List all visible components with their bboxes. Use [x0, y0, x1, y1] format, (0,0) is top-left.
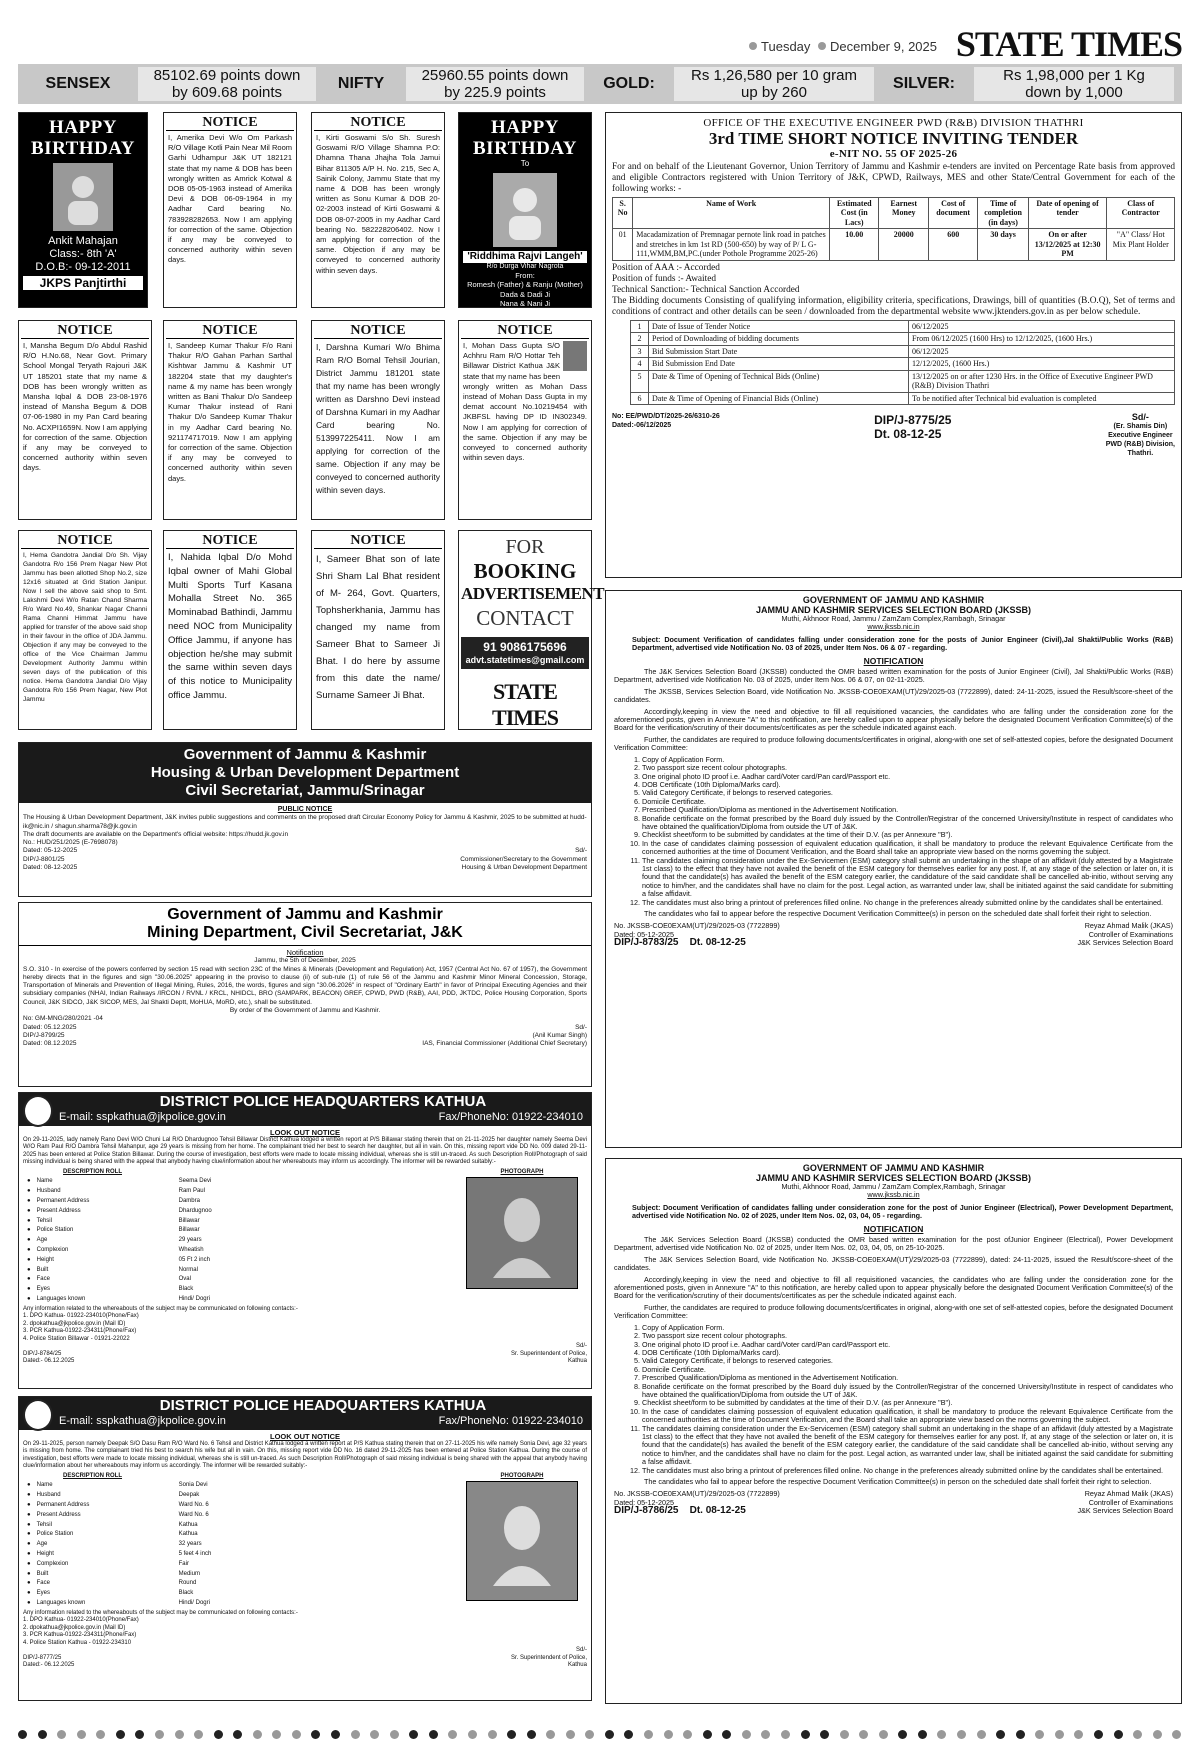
table-cell: 10.00 [830, 229, 879, 261]
dot-icon [214, 1730, 223, 1739]
description-row [25, 1482, 213, 1490]
field-value: Normal [178, 1266, 198, 1273]
table-cell: Date & Time of Opening of Technical Bids (Online) [649, 370, 909, 392]
bullet-icon: ● [27, 1256, 31, 1263]
table-cell: 12/12/2025, (1600 Hrs.) [909, 358, 1175, 371]
notice-hema-gandotra: NOTICE I, Hema Gandotra Jandial D/o Sh. Vijay Gandotra R/o 156 Prem Nagar New Plot Jammu has been allotted Shop No.2, size 12x16 situated at Grid Station Janipur. Now I sell the above said shop to Smt. Lakshmi Devi W/o Ratan Chand Sharma R/o Ward No.49, Shankar Nagar Channi Rama Channi Himmat Jammu have applied for transfer of the above said shop in their favour in the office of JDA Jammu. Objection if any may be conveyed to the office of the Vice Chairman Jammu Development Authority Jammu within seven days of the publication of this notice. Hema Gandotra Jandial D/o Vijay Gandotra R/o 156 Prem Nagar, New Plot Jammu [18, 530, 152, 730]
dot-icon [605, 1730, 614, 1739]
bullet-icon: ● [27, 1178, 31, 1185]
bullet-icon: ● [27, 1198, 31, 1204]
dot-icon [644, 1730, 653, 1739]
dot-icon [175, 1730, 184, 1739]
description-row [25, 1600, 213, 1608]
description-row [25, 1561, 213, 1569]
table-cell: 5 [631, 370, 649, 392]
bullet-icon: ● [27, 1237, 31, 1244]
list-item: 2. Two passport size recent colour photographs. [642, 1332, 1173, 1340]
dot-icon [703, 1730, 712, 1739]
field-label: Face [36, 1276, 50, 1283]
field-value: 05 Ft 2 inch [178, 1256, 210, 1263]
dot-icon [1114, 1730, 1123, 1739]
bullet-icon: ● [27, 1276, 31, 1283]
description-row [25, 1512, 213, 1520]
table-cell: From 06/12/2025 (1600 Hrs) to 12/12/2025, (1600 Hrs.) [909, 333, 1175, 346]
list-item: 9. Checklist sheet/form to be submitted by candidates at the time of their D.V. (as per Annexure "B"). [642, 1399, 1173, 1407]
field-value: Black [178, 1286, 194, 1293]
list-item: 8. Bonafide certificate on the format prescribed by the Board duly issued by the Controller/Registrar of the concerned University/Institute in respect of candidates who have obtained the qualification/Diploma from outside the UT of J&K. [642, 815, 1173, 832]
field-value: Oval [178, 1276, 191, 1283]
child-photo [53, 163, 113, 231]
field-label: Present Address [36, 1207, 81, 1214]
market-strip [18, 64, 1182, 104]
field-label: Age [36, 1541, 48, 1548]
nifty-value: 25960.55 points down by 225.9 points [406, 67, 584, 101]
table-cell: To be notified after Technical bid evaluation is completed [909, 392, 1175, 405]
description-row [25, 1296, 214, 1304]
dot-icon [1074, 1730, 1083, 1739]
field-label: Permanent Address [36, 1198, 90, 1204]
pwd-tender-notice: OFFICE OF THE EXECUTIVE ENGINEER PWD (R&B) DIVISION THATHRI 3rd TIME SHORT NOTICE INVITING TENDER e-NIT NO. 55 OF 2025-26 For and on behalf of the Lieutenant Governor, Union Territory of Jammu and Kashmir e-tenders are invited on Percentage Rate basis from approved and eligible Contractors registered with Union Territory of J&K, CPWD, Railways, MES and other State/Central Government for each of the following works: - S. No Name of Work Estimated Cost (in Lacs) Earnest Money Cost of document Time of completion (in days) Date of opening of tender Class of Contractor 01 Macadamization of Premnagar pernote link road in patches and stretches in km 1st RD (500-650) by way of P/ L G-111,WMM,BM,PC.(under Pothole Programme 2025-26) 10.00 20000 600 30 days On or after 13/12/2025 at 12:30 PM "A" Class/ Hot Mix Plant Holder Position of AAA :- Accorded Position of funds :- Awaited Technical Sanction:- Technical Sanction Accorded The Bidding documents Consisting of qualifying information, eligibility criteria, specifications, Drawings, bill of quantities (B.O.Q), Set of terms and conditions of contract and other details can be seen / downloaded from the departmental website www.jktenders.gov.in as per below schedule. 1 Date of Issue of Tender Notice 06/12/2025 2 Period of Downloading of bidding documents From 06/12/2025 (1600 Hrs) to 12/12/2025, (1600 Hrs.) 3 Bid Submission Start Date 06/12/2025 4 Bid Submission End Date 12/12/2025, (1600 Hrs.) 5 Date & Time of Opening of Technical Bids (Online) 13/12/2025 on or after 1230 Hrs. in the Office of Executive Engineer PWD (R&B) Division Thathri 6 Date & Time of Opening of Financial Bids (Online) To be notified after Technical bid evaluation is completed No: EE/PWD/DT/2025-26/6310-26 Dated:-06/12/2025 DIP/J-8775/25 Dt. 08-12-25 Sd/- (Er. Shamis Din) Executive Engineer PWD (R&B) Division, Thathri. [605, 112, 1182, 578]
issue-date: Tuesday December 9, 2025 [749, 39, 937, 55]
table-cell: 01 [613, 229, 633, 261]
bullet-icon: ● [27, 1521, 31, 1528]
description-row [25, 1257, 214, 1265]
list-item: 6. Domicile Certificate. [642, 798, 1173, 806]
field-value: Fair [178, 1560, 189, 1567]
field-value: Dambra [178, 1198, 200, 1204]
table-cell: 13/12/2025 on or after 1230 Hrs. in the Office of Executive Engineer PWD (R&B) Division Thathri [909, 370, 1175, 392]
list-item: 10. In the case of candidates claiming possession of equivalent education qualification, it shall be mandatory to produce the relevant Equivalence Certificate from the concerned authorities at the time of Document Verification, and the Board shall take an appropriate view based on the norms governing the subject. [642, 840, 1173, 857]
bullet-icon: ● [27, 1599, 31, 1606]
bullet-icon: ● [27, 1266, 31, 1273]
page-footer-dots [18, 1728, 1182, 1740]
notice-mansha-begum: NOTICE I, Mansha Begum D/o Abdul Rashid R/O H.No.68, Near Govt. Primary School Mongal Teryath Rajouri J&K UT 185201 state that my name & DOB has been wrongly written as Mansha Iqbal & DOB 23-08-1976 instead of Mansha Begum & DOB 07-06-1980 in my Pan Card bearing No. ACXPI1659N. Now I am applying for correction of the same. Objection if any may be conveyed to concerned authority within seven days. [18, 320, 152, 520]
dot-icon [957, 1730, 966, 1739]
police-lookout-notice-seema-devi: DISTRICT POLICE HEADQUARTERS KATHUA E-mail: sspkathua@jkpolice.gov.in Fax/PhoneNo: 01922-234010 LOOK OUT NOTICE On 29-11-2025, lady namely Rano Devi W/O Chuni Lal R/O Dhardugnoo Tehsil Billawar District Kathua lodged a written report at P/S Billawar stating therein that on 21-11-2025 her daughter namely Seema Devi W/O Ram Paul R/O Dambra Tehsil Mahanpur, age 29 years is missing from her home. The complainant tried her best to search her daughter, but all in vain. On this, missing report vide DD No. 009 dated 29-11-2025 has been entered at Police Station Billawar. During the course of investigation, best efforts were made to locate missing individual, whereas she is still un-traced. As such Description Roll/Photograph of said missing individual is being shared with the appeal that anybody having clue/information about her whereabouts may inform us accordingly. The informer will be rewarded suitably:- DESCRIPTION ROLL ● Name Seema Devi ● Husband Ram Paul ● Permanent Address Dambra ● Present Address Dhardugnoo ● Tehsil Billawar ● Police Station Billawar ● Age 29 years ● Complexion Wheatish ● Height 05 Ft 2 inch ● Built Normal ● Face Oval ● Eyes Black ● Languages known Hindi/ Dogri PHOTOGRAPH Any information related to the whereabouts of the subject may be communicated on following contacts:- 1. DPO Kathua- 01922-234010(Phone/Fax) 2. dpokathua@jkpolice.gov.in (Mail ID) 3. PCR Kathua-01922-234311(Phone/Fax) 4. Police Station Billawar - 01921-22022 Sd/- DIP/J-8784/25 Sr. Superintendent of Police, Dated:- 06.12.2025 Kathua [18, 1092, 592, 1389]
table-header: Name of Work [633, 197, 830, 229]
bullet-icon [749, 42, 757, 50]
field-value: Billawar [178, 1227, 200, 1234]
table-cell: 1 [631, 320, 649, 333]
table-cell: 2 [631, 333, 649, 346]
description-row [25, 1208, 214, 1216]
list-item: 12. The candidates must also bring a printout of preferences filled online. No change in the preferences already submitted online by the candidates shall be entertained. [642, 899, 1173, 907]
dot-icon [448, 1730, 457, 1739]
dot-icon [96, 1730, 105, 1739]
field-label: Name [36, 1482, 53, 1489]
description-row [25, 1188, 214, 1196]
notice-amerika-devi: NOTICE I, Amerika Devi W/o Om Parkash R/O Village Kotli Pain Near Mil Room Garhi Udhampur J&K UT 182121 state that my name & DOB has been wrongly written as Amrick Kotwal & DOB 05-05-1963 instead of Amerika Devi & DOB 06-09-1964 in my Aadhar Card bearing No. 783928282653. Now I am applying for correction of the same. Objection if any may be conveyed to concerned authority within seven days. [163, 112, 297, 308]
bullet-icon: ● [27, 1531, 31, 1538]
dot-icon [507, 1730, 516, 1739]
jkssb-notification-je-electrical: GOVERNMENT OF JAMMU AND KASHMIR JAMMU AND KASHMIR SERVICES SELECTION BOARD (JKSSB) Muthi, Akhnoor Road, Jammu / ZamZam Complex,Rambagh, Srinagar www.jkssb.nic.in Subject: Document Verification of candidates falling under consideration zone for the post of Junior Engineer (Electrical), Power Development Department, advertised vide Notification No. 02 of 2025, under Item Nos. 02, 03, 04, 05 - regarding. NOTIFICATION The J&K Services Selection Board (JKSSB) conducted the OMR based written examination for the post ofJunior Engineer (Electrical), Power Development Department, advertised vide Notification No. 02 of 2025, under Item Nos. 02, 03, 04, 05, on 25-10-2025. The J&K Services Selection Board, vide Notification No. JKSSB-COE0EXAM(UT)/29/2025-03 (7722899), dated: 24-11-2025, issued the Result/score-sheet of the candidates. Accordingly,keeping in view the need and objective to fill all requisitioned vacancies, the candidates who are falling under the consideration zone for the aforementioned posts, given in Annexure "A" to this notification, are hereby called upon to appear physically before the designated Document Verification Committee(s) of the Board for the verification/scrutiny of their documents/certificates as per the schedule indicated against each. Further, the candidates are required to produce following documents/certificates in original, along-with one set of self-attested copies, before the designated Document Verification Committee: 1. Copy of Application Form. 2. Two passport size recent colour photographs. 3. One original photo ID proof i.e. Aadhar card/Voter card/Pan card/Passport etc. 4. DOB Certificate (10th Diploma/Marks card). 5. Valid Category Certificate, if belongs to reserved categories. 6. Domicile Certificate. 7. Prescribed Qualification/Diploma as mentioned in the Advertisement Notification. 8. Bonafide certificate on the format prescribed by the Board duly issued by the Controller/Registrar of the concerned University/Institute in respect of candidates who have obtained the qualification/Diploma from outside the UT of J&K. 9. Checklist sheet/form to be submitted by candidates at the time of their D.V. (as per Annexure "B"). 10. In the case of candidates claiming possession of equivalent education qualification, it shall be mandatory to produce the relevant Equivalence Certificate from the concerned authorities at the time of Document Verification, and the Board shall take an appropriate view based on the norms governing the subject. 11. The candidates claiming consideration under the Ex-Servicemen (ESM) category shall submit an undertaking in the shape of an affidavit (duly attested by a Magistrate 1st class) to the effect that they have not availed the benefit of the ESM category for themselves earlier for any post. If, at any stage of the selection or later on, it is found that the candidate(s) has availed the benefit of the ESM category earlier, the candidature of the said candidate shall be cancelled ab-initio, without serving any notice to him/her, and the candidates shall have no claim for the post. Legal action, as warranted under law, shall be initiated against the said candidate for submitting a false affidavit. 12. The candidates must also bring a printout of preferences filled online. No change in the preferences already submitted online by the candidates shall be entertained. The candidates who fail to appear before the respective Document Verification Committee(s) in person on the scheduled date shall forfeit their right to selection. No. JKSSB-COE0EXAM(UT)/29/2025-03 (7722899) Reyaz Ahmad Malik (JKAS) Dated: 05-12-2025 Controller of Examinations DIP/J-8786/25 Dt. 08-12-25 J&K Services Selection Board [605, 1158, 1182, 1704]
list-item: 4. DOB Certificate (10th Diploma/Marks card). [642, 781, 1173, 789]
table-cell: 4 [631, 358, 649, 371]
dot-icon [311, 1730, 320, 1739]
field-label: Age [36, 1237, 48, 1244]
bullet-icon: ● [27, 1217, 31, 1224]
bullet-icon: ● [27, 1580, 31, 1587]
description-row [25, 1237, 214, 1245]
schedule-row [631, 345, 1175, 358]
list-item: 5. Valid Category Certificate, if belongs to reserved categories. [642, 789, 1173, 797]
dot-icon [116, 1730, 125, 1739]
dot-icon [253, 1730, 262, 1739]
field-value: Dhardugnoo [178, 1207, 212, 1214]
dot-icon [272, 1730, 281, 1739]
gold-label: GOLD: [603, 75, 655, 93]
dot-icon [840, 1730, 849, 1739]
list-item: 4. DOB Certificate (10th Diploma/Marks card). [642, 1349, 1173, 1357]
dot-icon [135, 1730, 144, 1739]
dot-icon [781, 1730, 790, 1739]
field-label: Complexion [36, 1246, 69, 1253]
table-cell: 6 [631, 392, 649, 405]
description-row [25, 1580, 213, 1588]
bullet-icon: ● [27, 1286, 31, 1293]
description-row [25, 1267, 214, 1275]
dot-icon [996, 1730, 1005, 1739]
list-item: 10. In the case of candidates claiming possession of equivalent education qualification, it shall be mandatory to produce the relevant Equivalence Certificate from the concerned authorities at the time of Document Verification, and the Board shall take an appropriate view based on the norms governing the subject. [642, 1408, 1173, 1425]
field-label: Police Station [36, 1227, 74, 1234]
field-label: Eyes [36, 1286, 50, 1293]
field-value: Sonia Devi [178, 1482, 208, 1489]
list-item: 1. Copy of Application Form. [642, 756, 1173, 764]
description-row [25, 1571, 213, 1579]
description-roll-table [23, 1480, 215, 1609]
dot-icon [1172, 1730, 1181, 1739]
description-row [25, 1178, 214, 1186]
dot-icon [664, 1730, 673, 1739]
description-row [25, 1286, 214, 1294]
bullet-icon: ● [27, 1188, 31, 1195]
table-cell: 06/12/2025 [909, 320, 1175, 333]
silver-value: Rs 1,98,000 per 1 Kg down by 1,000 [974, 67, 1174, 101]
table-row [613, 229, 1175, 261]
table-cell: "A" Class/ Hot Mix Plant Holder [1107, 229, 1175, 261]
dot-icon [879, 1730, 888, 1739]
bullet-icon: ● [27, 1227, 31, 1234]
notice-sandeep-kumar-thakur: NOTICE I, Sandeep Kumar Thakur F/o Rani Thakur R/O Gahan Parhan Sarthal Kishtwar Jammu & Kashmir UT 182204 state that my daughter's name & my name has been wrongly written as Bani Thakur D/o Sandeep Kumar Thakur instead of Rani Thakur D/o Sandeep Kumar Thakur in my Aadhar Card bearing No. 921174717019. Now I am applying for correction of the same. Objection if any may be conveyed to concerned authority within seven days. [163, 320, 297, 520]
table-header: Estimated Cost (in Lacs) [830, 197, 879, 229]
dot-icon [409, 1730, 418, 1739]
dot-icon [937, 1730, 946, 1739]
bullet-icon: ● [27, 1492, 31, 1499]
table-header: Earnest Money [879, 197, 928, 229]
field-value: Black [178, 1590, 194, 1597]
field-value: Round [178, 1580, 197, 1587]
field-value: Billawar [178, 1217, 200, 1224]
dot-icon [1133, 1730, 1142, 1739]
list-item: 11. The candidates claiming consideration under the Ex-Servicemen (ESM) category shall submit an undertaking in the shape of an affidavit (duly attested by a Magistrate 1st class) to the effect that they have not availed the benefit of the ESM category for themselves earlier for any post. If, at any stage of the selection or later on, it is found that the candidate(s) has availed the benefit of the ESM category earlier, the candidature of the said candidate shall be cancelled ab-initio, without serving any notice to him/her, and the candidates shall have no claim for the post. Legal action, as warranted under law, shall be initiated against the said candidate for submitting a false affidavit. [642, 1425, 1173, 1467]
bullet-icon: ● [27, 1590, 31, 1597]
dot-icon [468, 1730, 477, 1739]
field-value: Hindi/ Dogri [178, 1599, 210, 1606]
state-times-logo: STATE TIMES [492, 678, 558, 731]
table-cell: 20000 [879, 229, 928, 261]
field-value: 5 feet 4 inch [178, 1550, 212, 1557]
birthday-ad-riddhima: HAPPY BIRTHDAY To 'Riddhima Rajvi Langeh' R/o Durga Vihar Nagrota From: Romesh (Father) & Ranju (Mother) Dada & Dadi Ji Nana & Nani Ji [458, 112, 592, 308]
dot-icon [977, 1730, 986, 1739]
booking-ad: FOR BOOKING ADVERTISEMENT CONTACT 91 9086175696 advt.statetimes@gmail.com STATE TIMES [458, 530, 592, 730]
field-value: 32 years [178, 1541, 202, 1548]
description-row [25, 1247, 214, 1255]
masthead [18, 6, 1182, 62]
field-value: Hindi/ Dogri [178, 1295, 210, 1302]
dot-icon [1094, 1730, 1103, 1739]
dot-icon [742, 1730, 751, 1739]
table-header: S. No [613, 197, 633, 229]
table-cell: Bid Submission End Date [649, 358, 909, 371]
dot-icon [1055, 1730, 1064, 1739]
dot-icon [683, 1730, 692, 1739]
field-value: Ward No. 6 [178, 1502, 209, 1508]
schedule-row [631, 320, 1175, 333]
notice-sameer-bhat: NOTICE I, Sameer Bhat son of late Shri Sham Lal Bhat resident of M- 264, Govt. Quarters, Tophsherkhania, Jammu has changed my name from Sameer Bhat to Sameer Ji Bhat. I do here by assume from this date the name/ Surname Sameer Ji Bhat. [311, 530, 445, 730]
bullet-icon: ● [27, 1541, 31, 1548]
dot-icon [57, 1730, 66, 1739]
description-row [25, 1492, 213, 1500]
sensex-label: SENSEX [45, 75, 111, 93]
field-label: Eyes [36, 1590, 50, 1597]
schedule-row [631, 358, 1175, 371]
missing-person-photo [466, 1481, 578, 1601]
description-roll-table [23, 1176, 216, 1305]
bullet-icon: ● [27, 1570, 31, 1577]
schedule-row [631, 370, 1175, 392]
description-row [25, 1522, 213, 1530]
booking-phone: 91 9086175696 [483, 640, 567, 654]
description-row [25, 1541, 213, 1549]
dot-icon [761, 1730, 770, 1739]
mining-notification: Government of Jammu and Kashmir Mining Department, Civil Secretariat, J&K Notification Jammu, the 5th of December, 2025 S.O. 310 - In exercise of the powers conferred by section 15 read with section 23C of the Mines & Minerals (Development and Regulation) Act, 1957 (Central Act No. 67 of 1957), the Government hereby directs that in the figures and sign "30.06.2025" appearing in the proviso to clause (ii) of sub-rule (1) of rule 56 of the Jammu and Kashmir Minor Mineral Concession, Storage, Transportation of Minerals and Prevention of Illegal Mining, Rules, 2016, the words, figures and sign "30.06.2026" in respect of "Ordinary Earth" in favor of Principal Executing Agencies and their subsidiary companies (NHAI, Indian Railways /IRCON / RVNL / KRCL, NHIDCL, BRO (SAMPARK, BEACON) GREF, CPWD, PWD (R&B), AAI, PDD, JKTDC, Police Housing Corporation, Sports Council, J&K SIDCO, J&K SICOP, MES, Jal Shakti Deptt, MoHUA, MoRD, etc.), shall be substituted. By order of the Government of Jammu and Kashmir. No: GM-MNG/280/2021 -04 Dated: 05.12.2025 Sd/- DIP/J-8799/25 (Anil Kumar Singh) Dated: 08.12.2025 IAS, Financial Commissioner (Additional Chief Secretary) [18, 902, 592, 1087]
jkssb-notification-je-civil: GOVERNMENT OF JAMMU AND KASHMIR JAMMU AND KASHMIR SERVICES SELECTION BOARD (JKSSB) Muthi, Akhnoor Road, Jammu / ZamZam Complex,Rambagh, Srinagar www.jkssb.nic.in Subject: Document Verification of candidates falling under consideration zone for the posts of Junior Engineer (Civil),Jal Shakti/Public Works (R&B) Department, advertised vide Notification No. 03 of 2025, under Item Nos. 06 & 07 - regarding. NOTIFICATION The J&K Services Selection Board (JKSSB) conducted the OMR based written examination for the posts of Junior Engineer (Civil), Jal Shakti/Public Works (R&B) Department, advertised vide Notification No. 03 of 2025, under Item Nos. 06 & 07, on 02-11-2025. The JKSSB, Services Selection Board, vide Notification No. JKSSB-COE0EXAM(UT)/29/2025-03 (7722899), dated: 24-11-2025, issued the Result/score-sheet of the candidates. Accordingly,keeping in view the need and objective to fill all requisitioned vacancies, the candidates who are falling under the consideration zone for the aforementioned posts, given in Annexure "A" to this notification, are hereby called upon to appear physically before the designated Document Verification Committee(s) of the Board for the verification/scrutiny of their documents/certificates as per the schedule indicated against each. Further, the candidates are required to produce following documents/certificates in original, along-with one set of self-attested copies, before the designated Document Verification Committee: 1. Copy of Application Form. 2. Two passport size recent colour photographs. 3. One original photo ID proof i.e. Aadhar card/Voter card/Pan card/Passport etc. 4. DOB Certificate (10th Diploma/Marks card). 5. Valid Category Certificate, if belongs to reserved categories. 6. Domicile Certificate. 7. Prescribed Qualification/Diploma as mentioned in the Advertisement Notification. 8. Bonafide certificate on the format prescribed by the Board duly issued by the Controller/Registrar of the concerned University/Institute in respect of candidates who have obtained the qualification/Diploma from outside the UT of J&K. 9. Checklist sheet/form to be submitted by candidates at the time of their D.V. (as per Annexure "B"). 10. In the case of candidates claiming possession of equivalent education qualification, it shall be mandatory to produce the relevant Equivalence Certificate from the concerned authorities at the time of Document Verification, and the Board shall take an appropriate view based on the norms governing the subject. 11. The candidates claiming consideration under the Ex-Servicemen (ESM) category shall submit an undertaking in the shape of an affidavit (duly attested by a Magistrate 1st class) to the effect that they have not availed the benefit of the ESM category for themselves earlier for any post. If, at any stage of the selection or later on, it is found that the candidate(s) has availed the benefit of the ESM category earlier, the candidature of the said candidate shall be cancelled ab-initio, without serving any notice to him/her, and the candidates shall have no claim for the post. Legal action, as warranted under law, shall be initiated against the said candidate for submitting a false affidavit. 12. The candidates must also bring a printout of preferences filled online. No change in the preferences already submitted online by the candidates shall be entertained. The candidates who fail to appear before the respective Document Verification Committee(s) in person on the scheduled date shall forfeit their right to selection. No. JKSSB-COE0EXAM(UT)/29/2025-03 (7722899) Reyaz Ahmad Malik (JKAS) Dated: 05-12-2025 Controller of Examinations DIP/J-8783/25 Dt. 08-12-25 J&K Services Selection Board [605, 590, 1182, 1148]
dot-icon [820, 1730, 829, 1739]
field-label: Languages known [36, 1295, 86, 1302]
schedule-row [631, 333, 1175, 346]
dot-icon [38, 1730, 47, 1739]
field-value: Ram Paul [178, 1188, 205, 1195]
list-item: 2. Two passport size recent colour photographs. [642, 764, 1173, 772]
dot-icon [1016, 1730, 1025, 1739]
dot-icon [331, 1730, 340, 1739]
field-label: Complexion [36, 1560, 69, 1567]
housing-public-notice: Government of Jammu & Kashmir Housing & Urban Development Department Civil Secretariat, Jammu/Srinagar PUBLIC NOTICE The Housing & Urban Development Department, J&K invites public suggestions and comments on the proposed draft Circular Economy Policy for Jammu & Kashmir, 2025 to be submitted at hudd-ik@nic.in / shagun.sharma78@jk.gov.in The draft documents are available on the Department's official website: https://hudd.jk.gov.in No.: HUD/251/2025 (E-7698078) Dated: 05-12-2025 Sd/- DIP/J-8801/25 Commissioner/Secretary to the Government Dated: 08-12-2025 Housing & Urban Development Department [18, 742, 592, 897]
list-item: 5. Valid Category Certificate, if belongs to reserved categories. [642, 1357, 1173, 1365]
dot-icon [624, 1730, 633, 1739]
bullet-icon: ● [27, 1502, 31, 1508]
dot-icon [370, 1730, 379, 1739]
description-row [25, 1531, 213, 1539]
field-label: Tehsil [36, 1521, 52, 1528]
field-value: Deepak [178, 1492, 200, 1499]
table-cell: Date of Issue of Tender Notice [649, 320, 909, 333]
dot-icon [194, 1730, 203, 1739]
silver-label: SILVER: [893, 75, 955, 93]
table-header: Cost of document [928, 197, 977, 229]
description-row [25, 1227, 214, 1235]
bullet-icon: ● [27, 1550, 31, 1557]
list-item: 8. Bonafide certificate on the format prescribed by the Board duly issued by the Controller/Registrar of the concerned University/Institute in respect of candidates who have obtained the qualification/Diploma from outside the UT of J&K. [642, 1383, 1173, 1400]
dot-icon [18, 1730, 27, 1739]
tender-works-table [612, 197, 1175, 261]
bullet-icon: ● [27, 1295, 31, 1302]
dot-icon [155, 1730, 164, 1739]
field-value: Medium [178, 1570, 200, 1577]
table-cell: 600 [928, 229, 977, 261]
description-row [25, 1218, 214, 1226]
description-row [25, 1276, 214, 1284]
table-header: Time of completion (in days) [978, 197, 1028, 229]
table-cell: Date & Time of Opening of Financial Bids (Online) [649, 392, 909, 405]
schedule-row [631, 392, 1175, 405]
table-cell: 06/12/2025 [909, 345, 1175, 358]
field-label: Height [36, 1256, 54, 1263]
bullet-icon: ● [27, 1511, 31, 1518]
dot-icon [546, 1730, 555, 1739]
sensex-value: 85102.69 points down by 609.68 points [138, 67, 316, 101]
bullet-icon [818, 42, 826, 50]
field-label: Permanent Address [36, 1502, 90, 1508]
list-item: 9. Checklist sheet/form to be submitted by candidates at the time of their D.V. (as per Annexure "B"). [642, 831, 1173, 839]
nifty-label: NIFTY [337, 75, 385, 93]
bullet-icon: ● [27, 1207, 31, 1214]
dot-icon [1035, 1730, 1044, 1739]
field-label: Built [36, 1266, 49, 1273]
dot-icon [292, 1730, 301, 1739]
person-photo [563, 341, 587, 371]
description-row [25, 1198, 214, 1206]
dot-icon [390, 1730, 399, 1739]
police-lookout-notice-sonia-devi: DISTRICT POLICE HEADQUARTERS KATHUA E-mail: sspkathua@jkpolice.gov.in Fax/PhoneNo: 01922-234010 LOOK OUT NOTICE On 29-11-2025, person namely Deepak S/O Dasu Ram R/O Ward No. 6 Tehsil and District Kathua lodged a written report at P/S Kathua stating therein that on 27-11-2025 his wife namely Sonia Devi, age 32 years is missing from home. The complainant tried his best to search his wife but all in vain. On this, missing report vide DD No. 16 dated 29-11-2025 has been entered at Police Station Kathua. During the course of investigation, best efforts were made to locate missing individual, whereas she is still un-traced. As such Description Roll/Photograph of said missing individual is being shared with the appeal that anybody having clue/information about her whereabouts may inform us accordingly. The informer will be rewarded suitably:- DESCRIPTION ROLL ● Name Sonia Devi ● Husband Deepak ● Permanent Address Ward No. 6 ● Present Address Ward No. 6 ● Tehsil Kathua ● Police Station Kathua ● Age 32 years ● Height 5 feet 4 inch ● Complexion Fair ● Built Medium ● Face Round ● Eyes Black ● Languages known Hindi/ Dogri PHOTOGRAPH Any information related to the whereabouts of the subject may be communicated on following contacts:- 1. DPO Kathua- 01922-234010(Phone/Fax) 2. dpokathua@jkpolice.gov.in (Mail ID) 3. PCR Kathua-01922-234311(Phone/Fax) 4. Police Station Kathua - 01922-234310 Sd/- DIP/J-8777/25 Sr. Superintendent of Police, Dated:- 06.12.2025 Kathua [18, 1396, 592, 1701]
dot-icon [918, 1730, 927, 1739]
table-cell: 30 days [978, 229, 1028, 261]
booking-email: advt.statetimes@gmail.com [465, 654, 585, 665]
field-label: Face [36, 1580, 50, 1587]
table-cell: Macadamization of Premnagar pernote link road in patches and stretches in km 1st RD (500-650) by way of P/ L G-111,WMM,BM,PC.(under Pothole Programme 2025-26) [633, 229, 830, 261]
dot-icon [488, 1730, 497, 1739]
list-item: 11. The candidates claiming consideration under the Ex-Servicemen (ESM) category shall submit an undertaking in the shape of an affidavit (duly attested by a Magistrate 1st class) to the effect that they have not availed the benefit of the ESM category for themselves earlier for any post. If, at any stage of the selection or later on, it is found that the candidate(s) has availed the benefit of the ESM category earlier, the candidature of the said candidate shall be cancelled ab-initio, without serving any notice to him/her, and the candidates shall have no claim for the post. Legal action, as warranted under law, shall be initiated against the said candidate for submitting a false affidavit. [642, 857, 1173, 899]
field-value: Wheatish [178, 1246, 204, 1253]
notice-darshna-kumari: NOTICE I, Darshna Kumari W/o Bhima Ram R/O Bomal Tehsil Jourian, District Jammu 181201 state that my name has been wrongly written as Darshno Devi instead of Darshna Kumari in my Aadhar Card bearing No. 513997225411. Now I am applying for correction of the same. Objection if any may be conveyed to concerned authority within seven days. [311, 320, 445, 520]
list-item: 6. Domicile Certificate. [642, 1366, 1173, 1374]
police-emblem-icon [23, 1399, 53, 1431]
dot-icon [801, 1730, 810, 1739]
list-item: 3. One original photo ID proof i.e. Aadhar card/Voter card/Pan card/Passport etc. [642, 1341, 1173, 1349]
table-header: Date of opening of tender [1028, 197, 1107, 229]
dot-icon [859, 1730, 868, 1739]
list-item: 7. Prescribed Qualification/Diploma as mentioned in the Advertisement Notification. [642, 1374, 1173, 1382]
child-photo [493, 173, 557, 247]
dot-icon [351, 1730, 360, 1739]
dot-icon [429, 1730, 438, 1739]
notice-nahida-iqbal: NOTICE I, Nahida Iqbal D/o Mohd Iqbal owner of Mahi Global Multi Sports Turf Kasana Mohalla Street No. 365 Mominabad Bathindi, Jammu need NOC from Municipality Office Jammu, if anyone has objection he/she may submit the same within seven days of this notice to Municipality office Jammu. [163, 530, 297, 730]
field-value: Kathua [178, 1521, 198, 1528]
table-cell: Bid Submission Start Date [649, 345, 909, 358]
field-label: Police Station [36, 1531, 74, 1538]
field-label: Built [36, 1570, 49, 1577]
list-item: 1. Copy of Application Form. [642, 1324, 1173, 1332]
field-label: Languages known [36, 1599, 86, 1606]
list-item: 7. Prescribed Qualification/Diploma as mentioned in the Advertisement Notification. [642, 806, 1173, 814]
list-item: 12. The candidates must also bring a printout of preferences filled online. No change in the preferences already submitted online by the candidates shall be entertained. [642, 1467, 1173, 1475]
newspaper-logo: STATE TIMES [955, 24, 1182, 64]
list-item: 3. One original photo ID proof i.e. Aadhar card/Voter card/Pan card/Passport etc. [642, 773, 1173, 781]
field-value: Kathua [178, 1531, 198, 1538]
bullet-icon: ● [27, 1246, 31, 1253]
notice-kirti-goswami: NOTICE I, Kirti Goswami S/o Sh. Suresh Goswami R/O Village Shamna P.O: Dhamna Thana Jhajha Tola Jamui Bihar 811305 A/P H. No. 215, Sec A, Sainik Colony, Jammu State that my name & DOB has been wrongly written as Sonu Kumar & DOB 20-02-2003 instead of Kirti Goswami & DOB 08-07-2005 in my Aadhar Card bearing No. 582228206402. Now I am applying for correction of the same. Objection if any may be conveyed to concerned authority within seven days. [311, 112, 445, 308]
dot-icon [527, 1730, 536, 1739]
missing-person-photo [466, 1177, 578, 1289]
bullet-icon: ● [27, 1560, 31, 1567]
description-row [25, 1551, 213, 1559]
police-emblem-icon [23, 1095, 53, 1127]
description-row [25, 1502, 213, 1510]
table-cell: Period of Downloading of bidding documents [649, 333, 909, 346]
field-label: Present Address [36, 1511, 81, 1518]
field-value: Ward No. 6 [178, 1511, 209, 1518]
field-value: Seema Devi [178, 1178, 212, 1185]
field-label: Husband [36, 1492, 61, 1499]
notice-mohan-dass-gupta: NOTICE I, Mohan Dass Gupta S/O Achhru Ram R/O Hottar Teh Billawar District Kathua J&K state that my name has been wrongly written as Mohan Dass instead of Mohan Dass Gupta in my demat account No.10219454 with JKBFSL having DP ID IN302349. Now I am applying for correction of the same. Objection if any may be conveyed to concerned authority within seven days. [458, 320, 592, 520]
dot-icon [233, 1730, 242, 1739]
dot-icon [1153, 1730, 1162, 1739]
dot-icon [722, 1730, 731, 1739]
dot-icon [898, 1730, 907, 1739]
gold-value: Rs 1,26,580 per 10 gram up by 260 [674, 67, 874, 101]
birthday-ad-ankit: HAPPY BIRTHDAY Ankit Mahajan Class:- 8th 'A' D.O.B:- 09-12-2011 JKPS Panjtirthi [18, 112, 148, 308]
description-row [25, 1590, 213, 1598]
field-label: Husband [36, 1188, 61, 1195]
table-header: Class of Contractor [1107, 197, 1175, 229]
dot-icon [585, 1730, 594, 1739]
field-label: Name [36, 1178, 53, 1185]
dot-icon [566, 1730, 575, 1739]
field-label: Tehsil [36, 1217, 52, 1224]
dot-icon [77, 1730, 86, 1739]
bullet-icon: ● [27, 1482, 31, 1489]
table-cell: 3 [631, 345, 649, 358]
table-cell: On or after 13/12/2025 at 12:30 PM [1028, 229, 1107, 261]
tender-schedule-table [630, 320, 1175, 406]
field-value: 29 years [178, 1237, 202, 1244]
field-label: Height [36, 1550, 54, 1557]
